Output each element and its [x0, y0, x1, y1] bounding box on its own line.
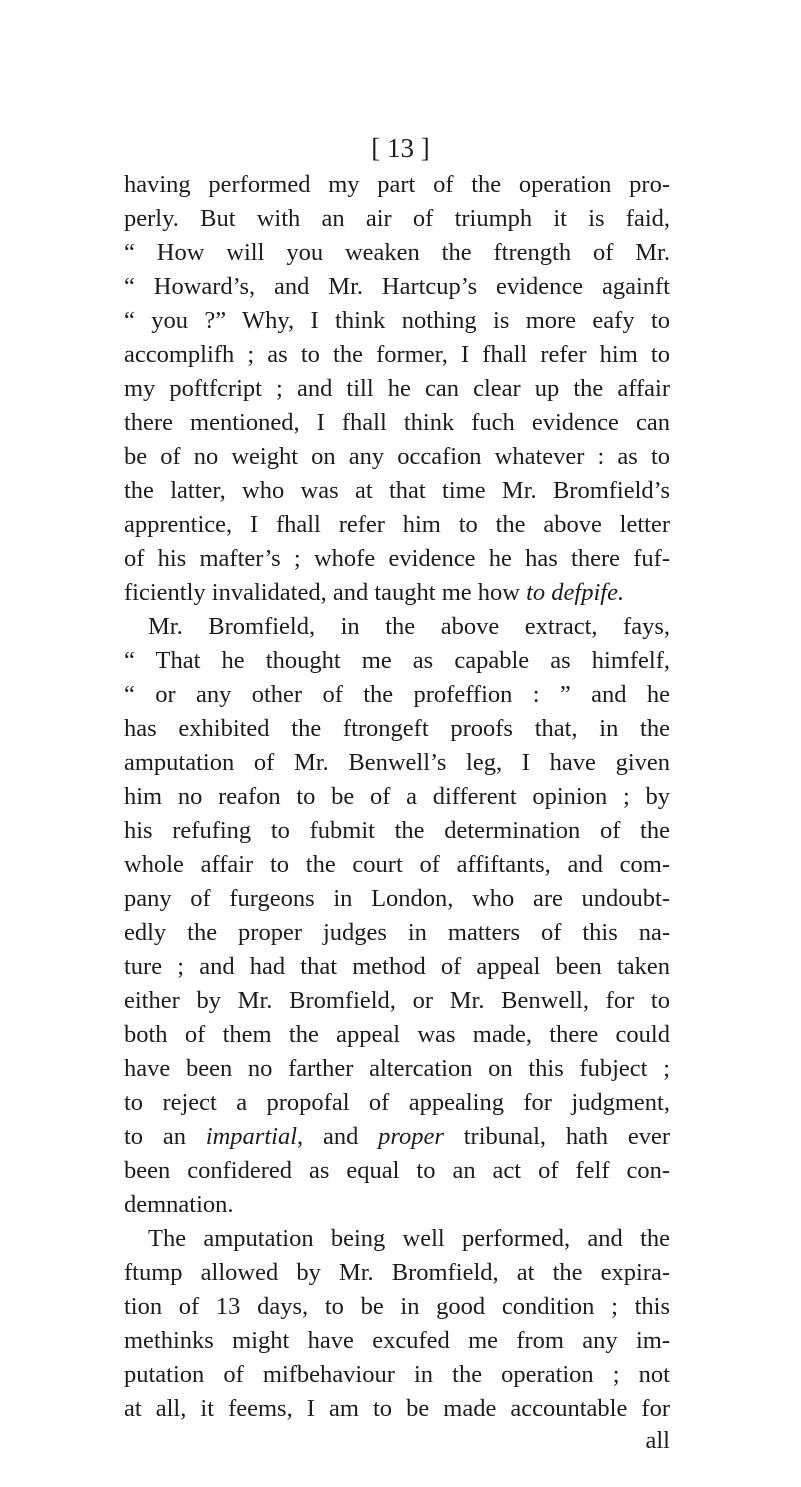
text-line: have been no farther altercation on this fubject ; [124, 1055, 670, 1082]
text-line-italic: proper [378, 1123, 444, 1150]
text-line-italic: impartial [205, 1123, 298, 1150]
text-line: ftump allowed by Mr. Bromfield, at the expira- [124, 1259, 670, 1286]
text-line-segment: to an [124, 1123, 206, 1150]
text-line: of his mafter’s ; whofe evidence he has there fuf- [124, 545, 670, 572]
text-line: to reject a propofal of appealing for judgment, [124, 1089, 670, 1116]
text-line: been confidered as equal to an act of felf con- [124, 1157, 670, 1184]
text-line: his refufing to fubmit the determination of the [124, 817, 670, 844]
text-line: demnation. [124, 1191, 234, 1218]
text-line: him no reafon to be of a different opinion ; by [124, 783, 670, 810]
text-line [124, 1120, 670, 1154]
text-line: apprentice, I fhall refer him to the above letter [124, 511, 670, 538]
text-line: either by Mr. Bromfield, or Mr. Benwell, for to [124, 987, 670, 1014]
text-line: tion of 13 days, to be in good condition ; this [124, 1293, 670, 1320]
text-line: Mr. Bromfield, in the above extract, fays, [148, 613, 670, 640]
catchword: all [645, 1427, 670, 1454]
text-line-segment: tribunal, hath ever [443, 1123, 670, 1150]
text-line: my poftfcript ; and till he can clear up the affair [124, 375, 670, 402]
text-line: “ or any other of the profeffion : ” and he [124, 681, 670, 708]
text-line: has exhibited the ftrongeft proofs that, in the [124, 715, 670, 742]
text-line-main: ficiently invalidated, and taught me how [124, 579, 527, 606]
text-line: pany of furgeons in London, who are undoubt- [124, 885, 670, 912]
text-line-segment: , and [297, 1123, 379, 1150]
text-line: both of them the appeal was made, there could [124, 1021, 670, 1048]
text-line: accomplifh ; as to the former, I fhall refer him to [124, 341, 670, 368]
text-line: “ That he thought me as capable as himfelf, [124, 647, 670, 674]
text-line: ture ; and had that method of appeal been taken [124, 953, 670, 980]
page-number: [ 13 ] [371, 133, 430, 163]
text-line-italic: to defpife. [526, 579, 625, 606]
text-line: perly. But with an air of triumph it is faid, [124, 205, 670, 232]
text-line: amputation of Mr. Benwell’s leg, I have given [124, 749, 670, 776]
text-line: “ Howard’s, and Mr. Hartcup’s evidence againft [124, 273, 670, 300]
text-line: be of no weight on any occafion whatever : as to [124, 443, 670, 470]
text-line: whole affair to the court of affiftants, and com- [124, 851, 670, 878]
text-line: the latter, who was at that time Mr. Bromfield’s [124, 477, 670, 504]
text-line: “ How will you weaken the ftrength of Mr. [124, 239, 670, 266]
text-line: putation of mifbehaviour in the operation ; not [124, 1361, 670, 1388]
text-line: at all, it feems, I am to be made accountable for [124, 1395, 670, 1422]
text-line: having performed my part of the operation pro- [124, 171, 670, 198]
text-line: The amputation being well performed, and the [148, 1225, 670, 1252]
text-line: there mentioned, I fhall think fuch evidence can [124, 409, 670, 436]
text-line: “ you ?” Why, I think nothing is more eafy to [124, 307, 670, 334]
text-line: methinks might have excufed me from any im- [124, 1327, 670, 1354]
text-line [124, 576, 670, 610]
text-line: edly the proper judges in matters of this na- [124, 919, 670, 946]
